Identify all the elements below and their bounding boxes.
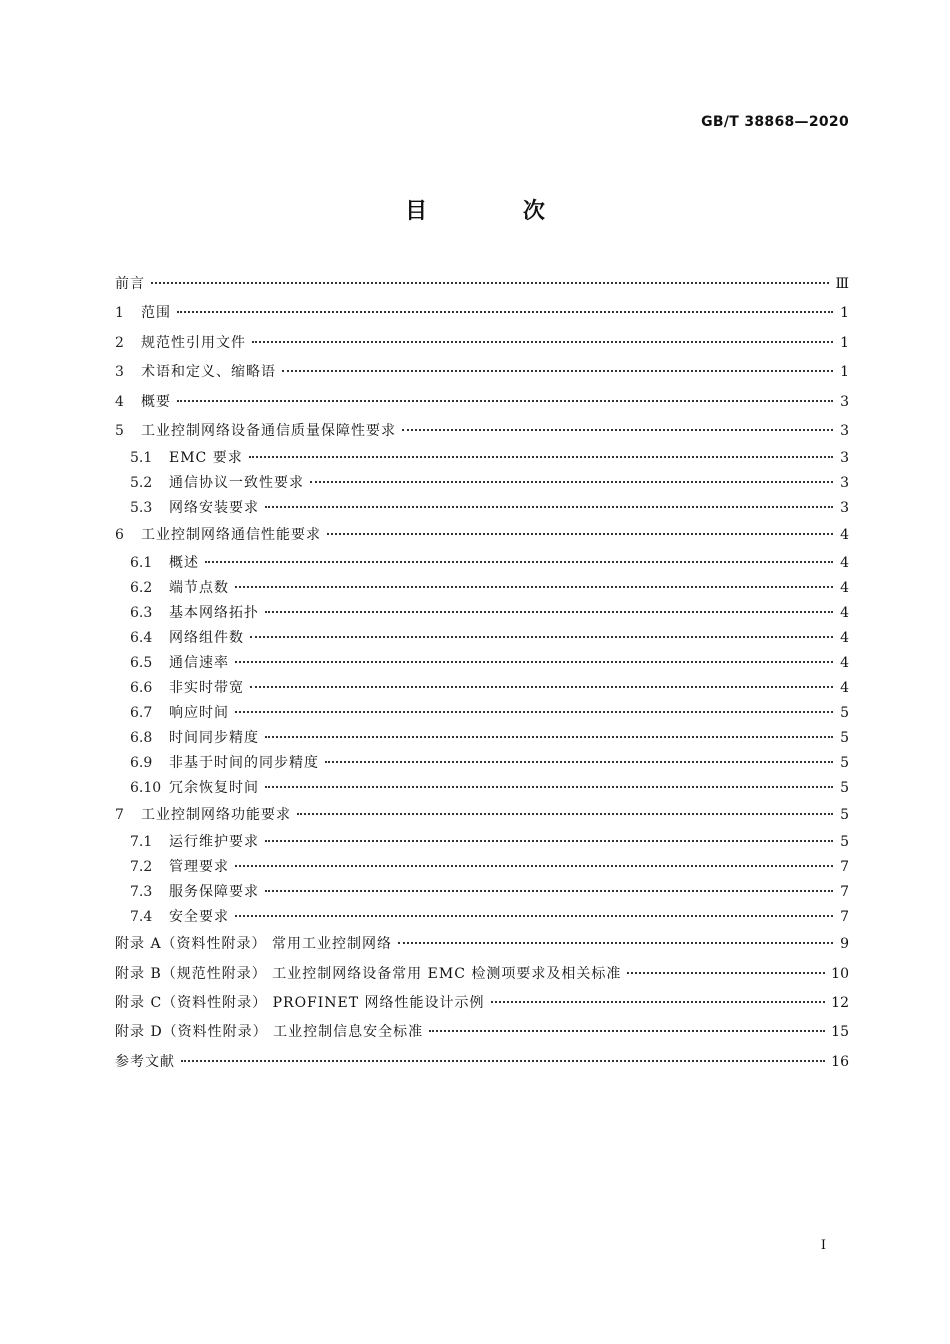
toc-entry-title: 规范性引用文件 <box>141 334 246 351</box>
toc-entry-page: 10 <box>831 965 849 982</box>
toc-entry-title: 工业控制网络通信性能要求 <box>141 527 321 544</box>
toc-entry[interactable] <box>115 496 849 521</box>
dot-leader <box>282 358 833 372</box>
dot-leader <box>265 496 833 508</box>
toc-entry[interactable] <box>115 651 849 676</box>
toc-entry-number: 3 <box>115 364 124 381</box>
toc-entry-page: 5 <box>840 834 849 851</box>
toc-entry-page: 12 <box>831 994 849 1011</box>
toc-entry-title: 附录 A（资料性附录） 常用工业控制网络 <box>115 936 393 953</box>
toc-entry[interactable] <box>115 521 849 550</box>
toc-entry-page: 1 <box>840 364 849 381</box>
dot-leader <box>429 1018 825 1032</box>
toc-entry-title: 管理要求 <box>169 859 229 876</box>
toc-entry-page: 7 <box>840 909 849 926</box>
dot-leader <box>265 830 833 842</box>
toc-entry-title: 工业控制网络功能要求 <box>141 806 291 823</box>
toc-entry-page: 16 <box>831 1053 849 1070</box>
toc-entry-number: 6.10 <box>130 779 162 796</box>
toc-entry-title: 概述 <box>169 554 199 571</box>
dot-leader <box>325 751 833 763</box>
toc-entry-page: 4 <box>840 679 849 696</box>
page-title: 目 次 <box>405 199 589 224</box>
toc-entry-page: 3 <box>840 475 849 492</box>
dot-leader <box>491 989 826 1003</box>
toc-entry-number: 4 <box>115 393 124 410</box>
toc-entry-number: 6.6 <box>130 679 153 696</box>
toc-entry[interactable] <box>115 830 849 855</box>
toc-entry-number: 6.8 <box>130 729 153 746</box>
dot-leader <box>265 880 833 892</box>
toc-entry-title: 通信速率 <box>169 654 229 671</box>
toc-entry-page: 5 <box>840 806 849 823</box>
toc-entry-page: 5 <box>840 779 849 796</box>
dot-leader <box>235 651 833 663</box>
standard-code: GB/T 38868—2020 <box>701 114 849 130</box>
toc-entry[interactable] <box>115 576 849 601</box>
toc-entry[interactable] <box>115 776 849 801</box>
toc-entry[interactable] <box>115 626 849 651</box>
toc-entry-title: 时间同步精度 <box>169 729 259 746</box>
toc-entry-title: 附录 B（规范性附录） 工业控制网络设备常用 EMC 检测项要求及相关标准 <box>115 965 622 982</box>
toc-entry-number: 2 <box>115 334 124 351</box>
toc-entry-number: 7.1 <box>130 834 153 851</box>
dot-leader <box>151 270 829 284</box>
dot-leader <box>235 576 833 588</box>
toc-entry-number: 6.5 <box>130 654 153 671</box>
dot-leader <box>249 446 833 458</box>
dot-leader <box>250 676 833 688</box>
toc-entry-number: 5.2 <box>130 475 153 492</box>
toc-entry-page: 9 <box>840 936 849 953</box>
dot-leader <box>327 521 833 535</box>
toc-entry-title: EMC 要求 <box>169 450 243 467</box>
toc-entry-title: 范围 <box>141 305 171 322</box>
toc-entry[interactable] <box>115 1018 849 1047</box>
toc-entry-number: 7 <box>115 806 124 823</box>
toc-entry-page: 5 <box>840 704 849 721</box>
toc-entry-title: 网络组件数 <box>169 629 244 646</box>
toc-entry-number: 7.2 <box>130 859 153 876</box>
toc-entry[interactable] <box>115 1048 849 1077</box>
toc-entry-page: 3 <box>840 450 849 467</box>
toc-entry[interactable] <box>115 270 849 299</box>
toc-entry[interactable] <box>115 989 849 1018</box>
toc-entry-title: 附录 D（资料性附录） 工业控制信息安全标准 <box>115 1024 424 1041</box>
toc-entry[interactable] <box>115 701 849 726</box>
toc-entry-title: 工业控制网络设备通信质量保障性要求 <box>141 422 396 439</box>
toc-entry-number: 1 <box>115 305 124 322</box>
toc-entry[interactable] <box>115 676 849 701</box>
toc-entry-number: 5.1 <box>130 450 153 467</box>
toc-entry[interactable] <box>115 601 849 626</box>
dot-leader <box>265 726 833 738</box>
toc-entry-title: 运行维护要求 <box>169 834 259 851</box>
toc-entry-page: 3 <box>840 500 849 517</box>
toc-entry-title: 网络安装要求 <box>169 500 259 517</box>
toc-entry-title: 端节点数 <box>169 579 229 596</box>
toc-entry-number: 6 <box>115 527 124 544</box>
dot-leader <box>235 855 833 867</box>
toc-entry[interactable] <box>115 960 849 989</box>
toc-entry[interactable] <box>115 726 849 751</box>
toc-entry-page: 5 <box>840 754 849 771</box>
toc-entry-number: 5.3 <box>130 500 153 517</box>
toc-entry-page: 4 <box>840 629 849 646</box>
toc-entry[interactable] <box>115 751 849 776</box>
dot-leader <box>235 905 833 917</box>
dot-leader <box>177 299 833 313</box>
toc-entry-number: 6.3 <box>130 604 153 621</box>
toc-entry-number: 5 <box>115 422 124 439</box>
dot-leader <box>265 601 833 613</box>
dot-leader <box>402 417 833 431</box>
toc-entry[interactable] <box>115 930 849 959</box>
toc-entry-title: 服务保障要求 <box>169 884 259 901</box>
toc-entry[interactable] <box>115 855 849 880</box>
toc-entry-title: 响应时间 <box>169 704 229 721</box>
dot-leader <box>398 930 833 944</box>
toc-entry-number: 6.9 <box>130 754 153 771</box>
toc-entry-page: 4 <box>840 579 849 596</box>
dot-leader <box>177 388 833 402</box>
dot-leader <box>627 960 825 974</box>
toc-entry-title: 通信协议一致性要求 <box>169 475 304 492</box>
toc-entry-page: 4 <box>840 604 849 621</box>
dot-leader <box>297 801 833 815</box>
toc-entry-number: 6.1 <box>130 554 153 571</box>
toc-entry-title: 非实时带宽 <box>169 679 244 696</box>
toc-entry-title: 参考文献 <box>115 1053 175 1070</box>
toc-entry-page: 4 <box>840 554 849 571</box>
toc-entry-title: 附录 C（资料性附录） PROFINET 网络性能设计示例 <box>115 994 485 1011</box>
dot-leader <box>235 701 833 713</box>
toc-entry-title: 前言 <box>115 276 145 292</box>
toc-entry-page: 5 <box>840 729 849 746</box>
toc-entry[interactable] <box>115 446 849 471</box>
toc-entry-page: 1 <box>840 334 849 351</box>
toc-entry-title: 非基于时间的同步精度 <box>169 754 319 771</box>
toc-entry-number: 7.3 <box>130 884 153 901</box>
toc-entry-page: 3 <box>840 422 849 439</box>
toc-entry-page: 1 <box>840 305 849 322</box>
toc-entry-page: 3 <box>840 393 849 410</box>
table-of-contents <box>115 270 849 1077</box>
toc-entry-number: 6.2 <box>130 579 153 596</box>
dot-leader <box>181 1048 825 1062</box>
toc-entry-page: 7 <box>840 859 849 876</box>
dot-leader <box>250 626 833 638</box>
toc-entry-number: 7.4 <box>130 909 153 926</box>
toc-entry[interactable] <box>115 880 849 905</box>
toc-entry[interactable] <box>115 299 849 328</box>
toc-entry-title: 基本网络拓扑 <box>169 604 259 621</box>
toc-entry[interactable] <box>115 905 849 930</box>
toc-entry[interactable] <box>115 801 849 830</box>
toc-entry-number: 6.7 <box>130 704 153 721</box>
toc-entry-page: Ⅲ <box>835 276 849 292</box>
toc-entry-title: 冗余恢复时间 <box>169 779 259 796</box>
toc-entry-number: 6.4 <box>130 629 153 646</box>
dot-leader <box>265 776 833 788</box>
dot-leader <box>310 471 833 483</box>
toc-entry-page: 4 <box>840 527 849 544</box>
toc-entry-page: 15 <box>831 1024 849 1041</box>
toc-entry[interactable] <box>115 471 849 496</box>
dot-leader <box>205 551 833 563</box>
toc-entry-title: 术语和定义、缩略语 <box>141 364 276 381</box>
toc-entry[interactable] <box>115 358 849 387</box>
toc-entry-page: 4 <box>840 654 849 671</box>
page-number: I <box>820 1238 826 1253</box>
toc-entry-title: 概要 <box>141 393 171 410</box>
toc-entry[interactable] <box>115 417 849 446</box>
toc-entry[interactable] <box>115 329 849 358</box>
toc-entry[interactable] <box>115 388 849 417</box>
toc-entry-title: 安全要求 <box>169 909 229 926</box>
toc-entry[interactable] <box>115 551 849 576</box>
dot-leader <box>252 329 833 343</box>
toc-entry-page: 7 <box>840 884 849 901</box>
